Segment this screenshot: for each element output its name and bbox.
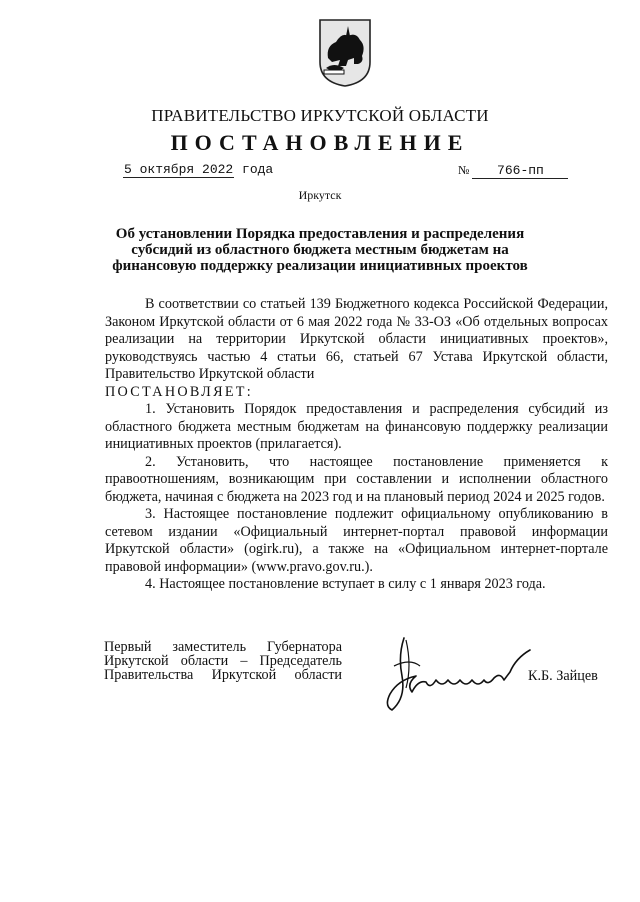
date-suffix: года [242, 162, 274, 177]
signer-position [104, 640, 342, 682]
document-heading: Об установлении Порядка предоставления и распределения субсидий из областного бюджета местным бюджетам на финансовую поддержку реализации инициативных проектов [112, 226, 528, 274]
signer-position-line: Иркутской области – Председатель [104, 653, 342, 669]
number-value: 766-пп [472, 163, 568, 179]
list-item: 3. Настоящее постановление подлежит официальному опубликованию в сетевом издании «Официальный интернет-портал правовой информации Иркутской области» (ogirk.ru), а также на «Официальном интернет-портале правовой информации» (www.pravo.gov.ru.). [105, 506, 608, 575]
document-date [123, 162, 273, 177]
coat-of-arms-icon [318, 18, 372, 88]
date-value: 5 октября 2022 [124, 162, 234, 177]
number-sign: № [458, 163, 470, 177]
document-type: ПОСТАНОВЛЕНИЕ [170, 130, 470, 155]
list-item: 4. Настоящее постановление вступает в силу с 1 января 2023 года. [145, 576, 546, 592]
city: Иркутск [298, 188, 342, 202]
signer-position-line: Первый заместитель Губернатора [104, 639, 342, 655]
resolves-label: ПОСТАНОВЛЯЕТ: [105, 383, 254, 400]
signer-name: К.Б. Зайцев [528, 668, 598, 684]
signer-position-line: Правительства Иркутской области [104, 667, 342, 683]
document-body [105, 296, 608, 594]
government-title: ПРАВИТЕЛЬСТВО ИРКУТСКОЙ ОБЛАСТИ [151, 106, 489, 125]
list-item: 1. Установить Порядок предоставления и распределения субсидий из областного бюджета местным бюджетам на финансовую поддержку реализации инициативных проектов (прилагается). [105, 401, 608, 452]
preamble: В соответствии со статьей 139 Бюджетного кодекса Российской Федерации, Законом Иркутской области от 6 мая 2022 года № 33-ОЗ «Об отдельных вопросах реализации на территории Иркутской области инициативных проектов», руководствуясь частью 4 статьи 66, статьей 67 Устава Иркутской области, Правительство Иркутской области [105, 296, 608, 382]
list-item: 2. Установить, что настоящее постановление применяется к правоотношениям, возникающим при составлении и исполнении областного бюджета, начиная с бюджета на 2023 год и на плановый период 2024 и 2025 годов. [105, 453, 608, 505]
document-number [458, 163, 568, 179]
handwritten-signature [376, 636, 536, 714]
